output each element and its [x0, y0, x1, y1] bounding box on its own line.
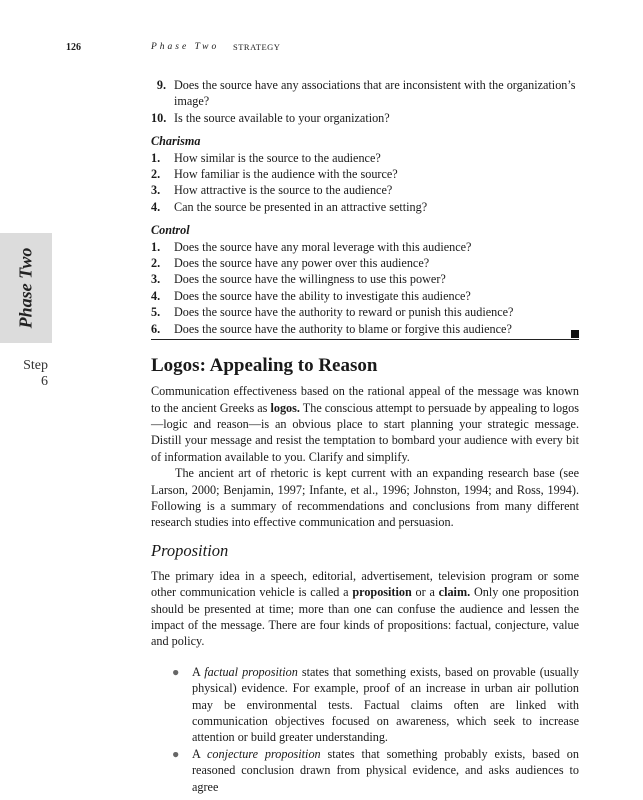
list-item: [151, 271, 579, 287]
item-number: 6.: [151, 321, 161, 336]
term-proposition: proposition: [352, 585, 412, 600]
proposition-bullets: [151, 664, 579, 795]
item-text: Is the source available to your organization?: [174, 110, 390, 125]
bullet-text: A factual proposition states that something exists, based on provable (usually physical) evidence. For example, proof of an increase in urban air pollution may be environmental tests. Factual claims often are linked with communication objectives focused on awareness, which seek to increase attention or build greater understanding.: [192, 664, 579, 745]
step-label: Step: [23, 358, 48, 373]
item-text: How similar is the source to the audience?: [174, 150, 381, 165]
logos-paragraph-1: Communication effectiveness based on the rational appeal of the message was known to the ancient Greeks as logos. The conscious attempt to persuade by appealing to logos—logic and reason—is an obvious place to start planning your strategic message. Distill your message and resist the temptation to bombard your audience with every bit of information available to you. Clarify and simplify.: [151, 384, 579, 464]
list-item: [151, 239, 579, 255]
section-end-rule: [151, 339, 579, 340]
item-number: 2.: [151, 167, 161, 182]
item-text: Does the source have the authority to blame or forgive this audience?: [174, 321, 512, 336]
item-number: 5.: [151, 305, 161, 320]
item-text: Does the source have the authority to reward or punish this audience?: [174, 305, 514, 320]
list-item: [151, 255, 579, 271]
item-number: 9.: [156, 78, 166, 92]
control-heading: Control: [151, 223, 190, 238]
item-number: 1.: [151, 150, 161, 165]
item-number: 1.: [151, 239, 161, 254]
logos-paragraph-2: The ancient art of rhetoric is kept current with an expanding research base (see Larson, 2000; Benjamin, 1997; Infante, et al., 1996; Johnston, 1994; and Ross, 1994). Following is a summary of recommendations and conclusions from many different research studies into effective communication and persuasion.: [151, 466, 579, 530]
item-number: 4.: [151, 288, 161, 303]
step-marker: [0, 358, 48, 390]
list-item: [151, 182, 579, 198]
item-text: Does the source have any associations that are inconsistent with the organization’s image?: [174, 78, 576, 109]
proposition-paragraph: The primary idea in a speech, editorial, advertisement, television program or some other communication vehicle is called a proposition or a claim. Only one proposition should be presented at time; more than one can confuse the audience and lessen the impact of the message. There are four kinds of propositions: factual, conjecture, value and policy.: [151, 568, 579, 649]
item-number: 10.: [151, 110, 167, 125]
list-item: [172, 664, 579, 746]
list-item: [151, 110, 579, 126]
running-header: [0, 42, 643, 58]
item-number: 2.: [151, 256, 161, 271]
item-number: 3.: [151, 272, 161, 287]
list-item: [151, 199, 579, 215]
page-number: 126: [66, 42, 81, 53]
logos-heading: Logos: Appealing to Reason: [151, 355, 378, 377]
bullet-icon: ●: [172, 664, 180, 679]
item-text: How attractive is the source to the audience?: [174, 183, 393, 198]
item-text: Does the source have the ability to investigate this audience?: [174, 288, 471, 303]
list-item: [151, 77, 579, 110]
list-item: [151, 166, 579, 182]
bullet-icon: ●: [172, 746, 180, 761]
item-text: Does the source have any moral leverage with this audience?: [174, 239, 472, 254]
list-item: [151, 321, 579, 337]
item-text: Does the source have the willingness to use this power?: [174, 272, 446, 287]
running-head-section: STRATEGY: [233, 42, 281, 52]
item-text: Does the source have any power over this audience?: [174, 256, 430, 271]
end-mark-square-icon: [571, 330, 579, 338]
phase-tab-label: Phase Two: [15, 247, 36, 329]
bullet-text: A conjecture proposition states that something probably exists, based on reasoned conclusion drawn from physical evidence, and asks audiences to agree: [192, 746, 579, 794]
phase-tab: [0, 233, 52, 343]
list-item: [151, 150, 579, 166]
term-claim: claim.: [438, 585, 471, 600]
list-item: [172, 746, 579, 795]
step-number: 6: [41, 374, 48, 389]
list-item: [151, 288, 579, 304]
item-text: How familiar is the audience with the source?: [174, 167, 398, 182]
item-number: 3.: [151, 183, 161, 198]
term-logos: logos.: [270, 400, 300, 415]
charisma-heading: Charisma: [151, 134, 201, 149]
main-column: [151, 77, 579, 795]
item-number: 4.: [151, 199, 161, 214]
proposition-heading: Proposition: [151, 540, 229, 560]
item-text: Can the source be presented in an attractive setting?: [174, 199, 428, 214]
running-head-phase: Phase Two: [151, 42, 220, 52]
list-item: [151, 304, 579, 320]
